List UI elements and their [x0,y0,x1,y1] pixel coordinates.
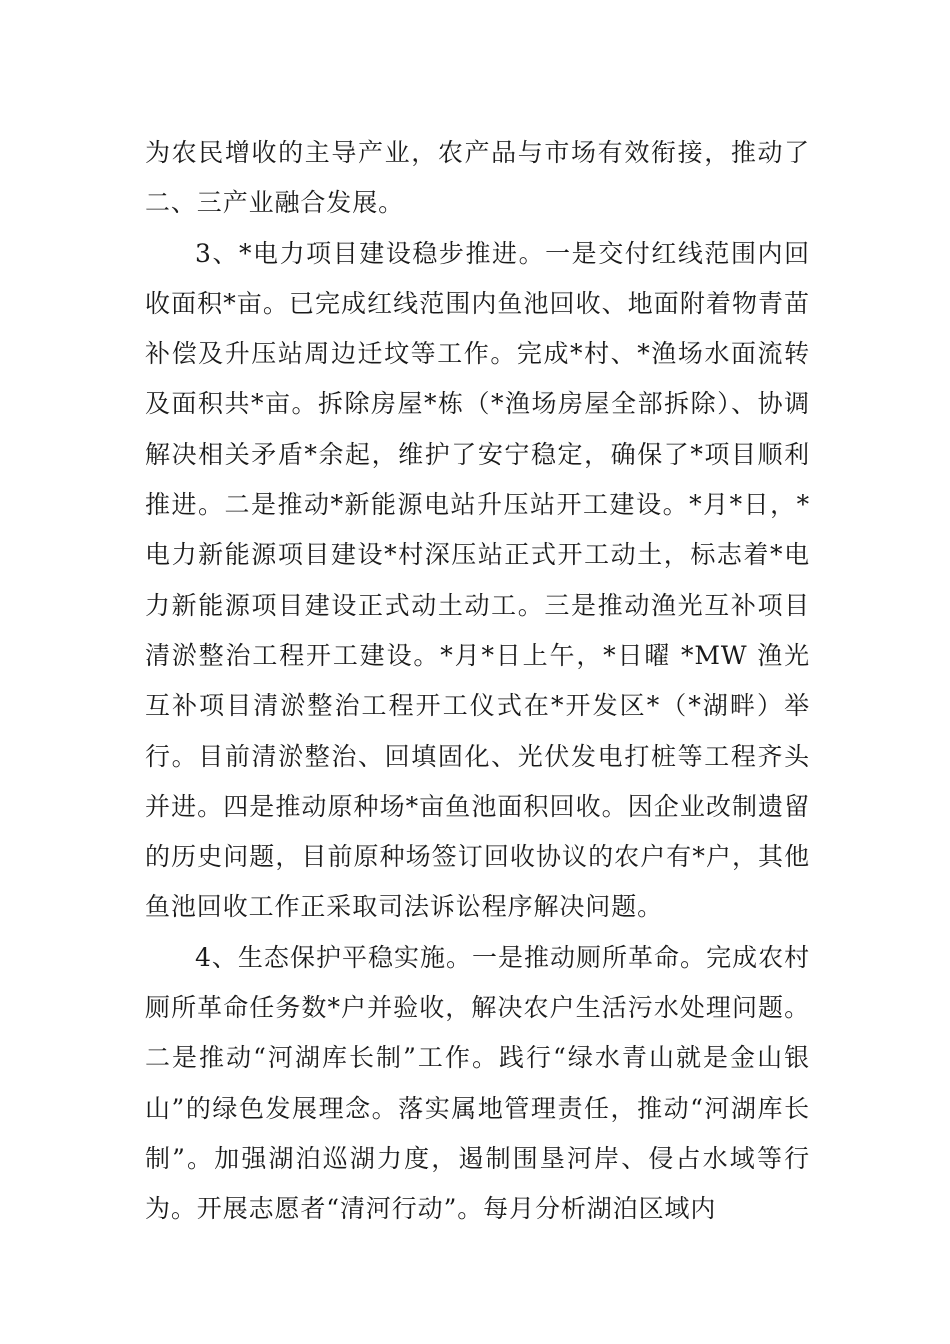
paragraph-continuation: 为农民增收的主导产业，农产品与市场有效衔接，推动了二、三产业融合发展。 [145,138,810,218]
paragraph-section-4-ecological-protection: 4、生态保护平稳实施。一是推动厕所革命。完成农村厕所革命任务数*户并验收，解决农户生活污水处理问题。二是推动“河湖库长制”工作。践行“绿水青山就是金山银山”的绿色发展理念。落实属地管理责任，推动“河湖库长制”。加强湖泊巡湖力度，遏制围垦河岸、侵占水域等行为。开展志愿者“清河行动”。每月分析湖泊区域内 [145,942,810,1224]
paragraph-section-3-power-project: 3、*电力项目建设稳步推进。一是交付红线范围内回收面积*亩。已完成红线范围内鱼池回收、地面附着物青苗补偿及升压站周边迁坟等工作。完成*村、*渔场水面流转及面积共*亩。拆除房屋*栋（*渔场房屋全部拆除）、协调解决相关矛盾*余起，维护了安宁稳定，确保了*项目顺利推进。二是推动*新能源电站升压站开工建设。*月*日，*电力新能源项目建设*村深压站正式开工动土，标志着*电力新能源项目建设正式动土动工。三是推动渔光互补项目清淤整治工程开工建设。*月*日上午，*日曜 *MW 渔光互补项目清淤整治工程开工仪式在*开发区*（*湖畔）举行。目前清淤整治、回填固化、光伏发电打桩等工程齐头并进。四是推动原种场*亩鱼池面积回收。因企业改制遗留的历史问题，目前原种场签订回收协议的农户有*户，其他鱼池回收工作正采取司法诉讼程序解决问题。 [145,238,810,922]
document-body [145,128,810,1235]
